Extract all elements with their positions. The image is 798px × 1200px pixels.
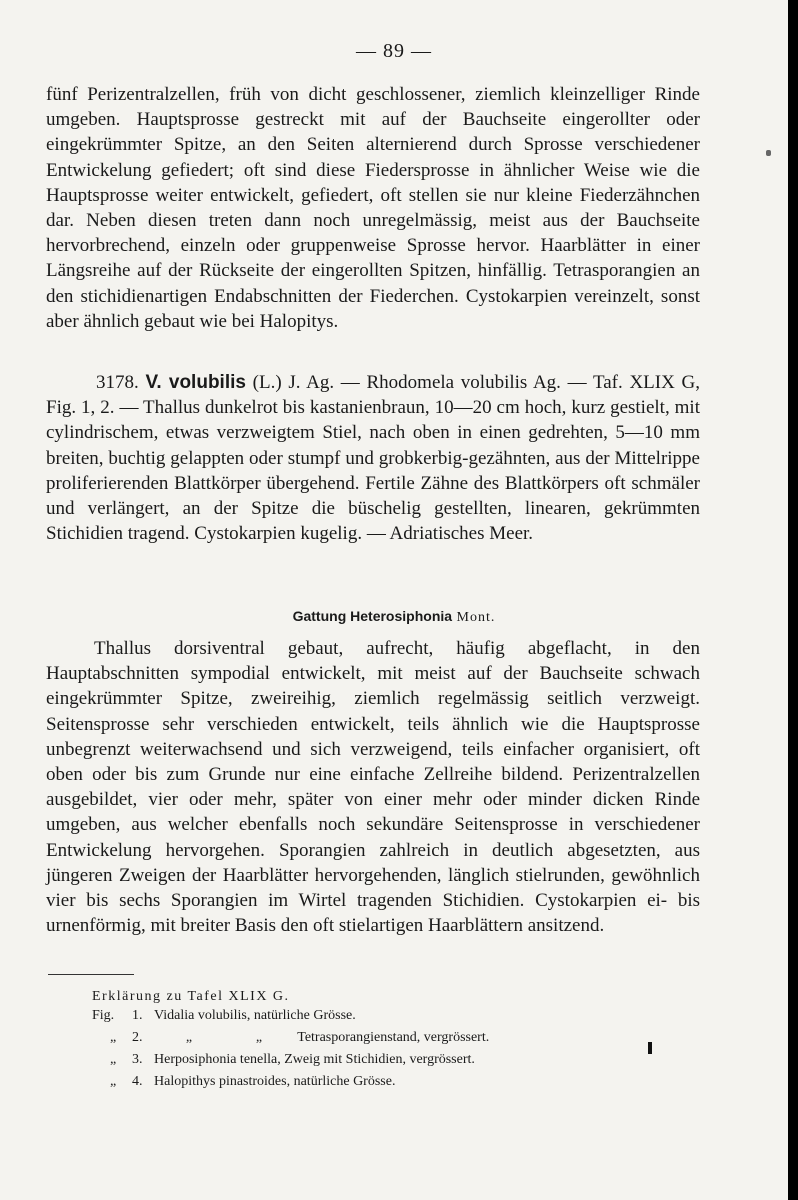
genus-author: Mont.: [452, 610, 496, 625]
figure-caption-text: Vidalia volubilis, natürliche Grösse.: [154, 1008, 356, 1023]
species-entry-3178: [46, 370, 700, 546]
genus-name: Gattung Heterosiphonia: [292, 608, 453, 624]
figure-label: Fig.: [92, 1008, 115, 1023]
species-description: (L.) J. Ag. — Rhodomela volubilis Ag. — Taf. XLIX G, Fig. 1, 2. — Thallus dunkelrot bis kastanienbraun, 10—20 cm hoch, kurz gestielt, mit cylindrischem, etwas verzweigtem Stiel, nach oben in einen gedrehten, 5—10 mm breiten, buchtig gelappten oder stumpf und grobkerbig-gezähnten, aus der Mittelrippe proliferierenden Blattkörper übergehend. Fertile Zähne des Blattkörpers oft schmäler und verlängert, an der Spitze die büschelig gestellten, linearen, gekrümmten Stichidien tragend. Cystokarpien kugelig. — Adriatisches Meer.: [46, 372, 700, 545]
figure-caption-2: [92, 1030, 652, 1050]
figure-number: 2.: [132, 1030, 143, 1045]
figure-caption-text: Herposiphonia tenella, Zweig mit Stichidien, vergrössert.: [154, 1052, 475, 1067]
genus-heading: [0, 608, 788, 626]
ink-speck: [766, 150, 771, 156]
figure-label: „: [110, 1052, 117, 1067]
figure-caption-1: [92, 1008, 652, 1028]
figure-label: „: [110, 1030, 117, 1045]
figure-label: „: [110, 1074, 117, 1089]
plate-explanation-title: Erklärung zu Tafel XLIX G.: [92, 989, 290, 1004]
figure-caption-text: Halopithys pinastroides, natürliche Grösse.: [154, 1074, 396, 1089]
paragraph-continuation: fünf Perizentralzellen, früh von dicht geschlossener, ziemlich kleinzelliger Rinde umgeben. Hauptsprosse gestreckt mit auf der Bauchseite eingerollter oder eingekrümmter Spitze, an den Seiten alternierend durch Sprosse verschiedener Entwickelung gefiedert; oft sind diese Fiedersprosse in ähnlicher Weise wie die Hauptsprosse weiter entwickelt, gefiedert, oft stellen sie nur kleine Fiederzähnchen dar. Neben diesen treten dann noch unregelmässig, meist aus der Bauchseite hervorbrechend, einzeln oder gruppenweise Sprosse hervor. Haarblätter in einer Längsreihe auf der Rückseite der eingerollten Spitzen, hinfällig. Tetrasporangien an den stichidienartigen Endabschnitten der Fiederchen. Cystokarpien vereinzelt, sonst aber ähnlich gebaut wie bei Halopitys.: [46, 84, 700, 332]
figure-number: 4.: [132, 1074, 143, 1089]
species-name: V. volubilis: [145, 372, 246, 393]
page-number: — 89 —: [356, 40, 432, 62]
ditto-mark: „: [185, 1030, 193, 1045]
ditto-mark: „: [255, 1030, 263, 1045]
figure-number: 1.: [132, 1008, 143, 1023]
figure-number: 3.: [132, 1052, 143, 1067]
ink-speck: [648, 1042, 652, 1054]
figure-caption-4: [92, 1074, 652, 1094]
species-number: 3178.: [96, 372, 139, 393]
figure-caption-text: „ „ Tetrasporangienstand, vergrössert.: [154, 1030, 489, 1046]
genus-description: Thallus dorsiventral gebaut, aufrecht, häufig abgeflacht, in den Hauptabschnitten sympodial entwickelt, mit meist auf der Bauchseite schwach eingekrümmter Spitze, zweireihig, ziemlich regelmässig seitlich verzweigt. Seitensprosse sehr verschieden entwickelt, teils ähnlich wie die Hauptsprosse unbegrenzt weiterwachsend und sich verzweigend, teils einfacher organisiert, oft oben oder bis zum Grunde nur eine einfache Zellreihe bildend. Perizentralzellen ausgebildet, vier oder mehr, später von einer mehr oder minder dicken Rinde umgeben, aus welcher ebenfalls noch sekundäre Seitensprosse in verschiedener Entwickelung hervorgehen. Sporangien zahlreich in deutlich abgesetzten, aus jüngeren Zweigen der Haarblätter hervorgehenden, länglich stielrunden, gewöhnlich vier bis sechs Sporangien im Wirtel tragenden Stichidien. Cystokarpien ei- bis urnenförmig, mit breiter Basis den oft stielartigen Haarblättern ansitzend.: [46, 638, 700, 937]
footnote-divider: [48, 974, 134, 975]
figure-caption-3: [92, 1052, 652, 1072]
